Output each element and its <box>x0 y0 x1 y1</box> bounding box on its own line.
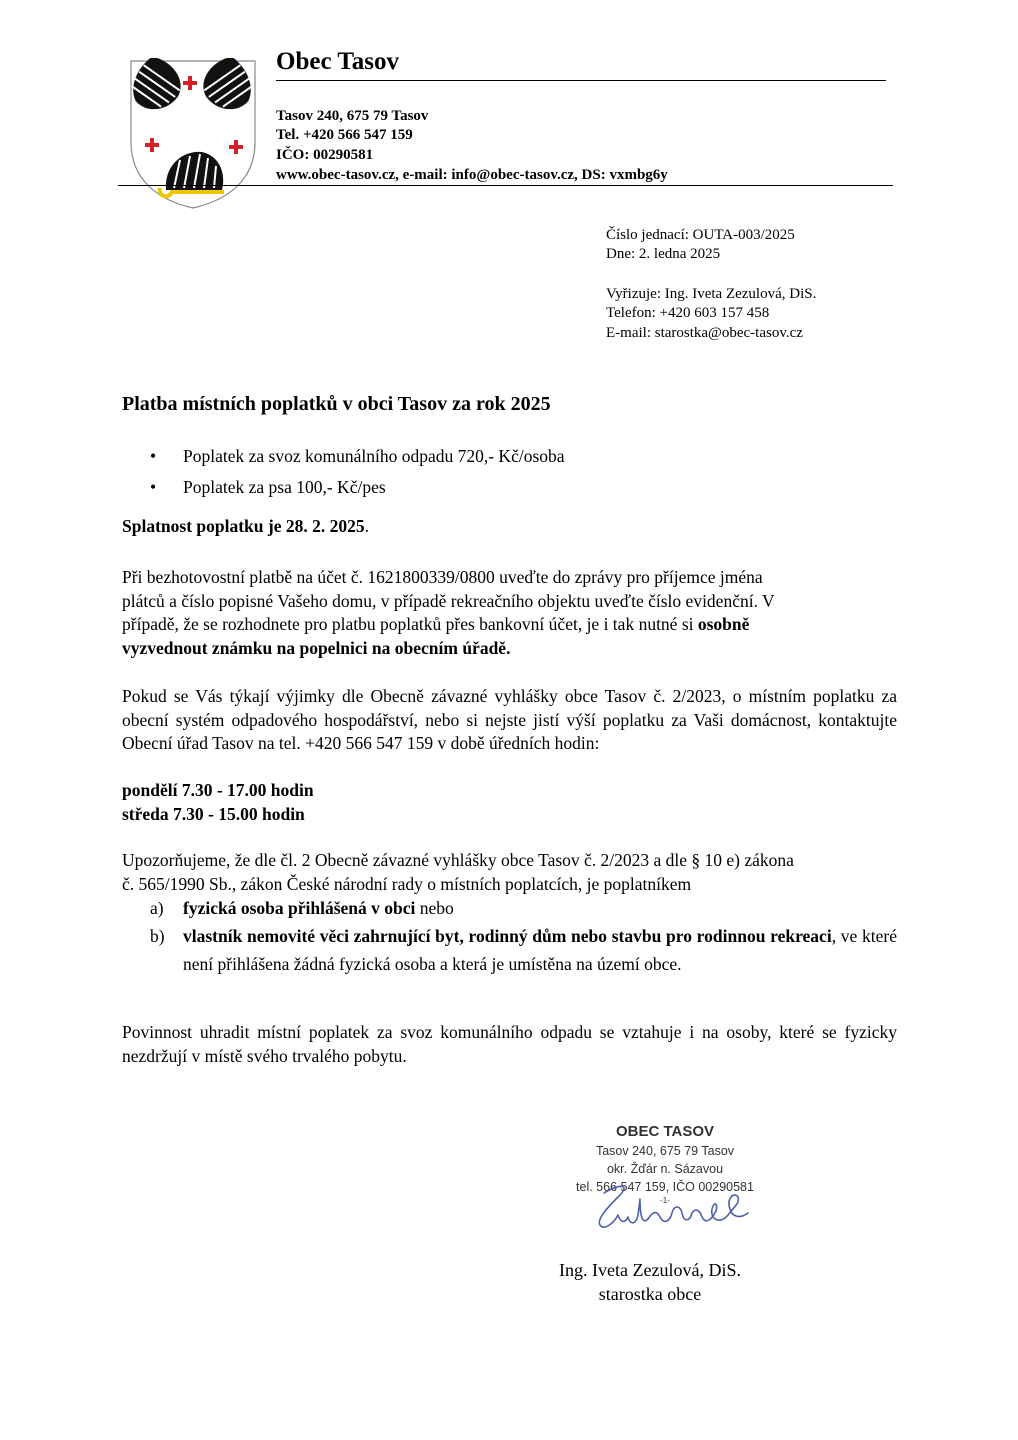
header-top-rule <box>276 80 886 81</box>
handled-by: Vyřizuje: Ing. Iveta Zezulová, DiS. <box>606 286 817 302</box>
payment-paragraph <box>122 566 897 660</box>
payer-list <box>150 896 897 978</box>
list-item <box>150 922 897 978</box>
fee-item-dog: Poplatek za psa 100,- Kč/pes <box>183 477 386 497</box>
signer-block <box>540 1258 760 1306</box>
coat-of-arms-icon <box>128 58 258 210</box>
org-phone: Tel. +420 566 547 159 <box>276 127 413 143</box>
stamp-number: -1- <box>660 1196 670 1205</box>
list-item <box>148 441 565 472</box>
stamp-org: OBEC TASOV <box>615 1123 715 1140</box>
stamp-district: okr. Žďár n. Sázavou <box>606 1162 724 1176</box>
payment-line-2: plátců a číslo popisné Vašeho domu, v případě rekreačního objektu uveďte číslo evidenční. V <box>122 590 775 611</box>
payment-line-3-bold: osobně <box>697 614 750 634</box>
payer-b-bold: vlastník nemovité věci zahrnující byt, rodinný dům nebo stavbu pro rodinnou rekreaci <box>183 926 832 946</box>
obligation-paragraph: Povinnost uhradit místní poplatek za svoz komunálního odpadu se vztahuje i na osoby, které se fyzicky nezdržují v místě svého trvalého pobytu. <box>122 1022 897 1066</box>
payer-b-text: , ve které není přihlášena žádná fyzická osoba a která je umístěna na území obce. <box>183 926 897 974</box>
header-bottom-rule <box>118 185 893 186</box>
payer-a-text: nebo <box>415 898 454 918</box>
document-date: Dne: 2. ledna 2025 <box>606 246 721 262</box>
due-date-line <box>122 515 897 539</box>
stamp-contacts: tel. 566 547 159, IČO 00290581 <box>576 1180 754 1194</box>
notice-paragraph <box>122 849 897 896</box>
due-date-period: . <box>364 516 369 536</box>
fee-item-waste: Poplatek za svoz komunálního odpadu 720,- Kč/osoba <box>183 446 565 466</box>
list-item <box>148 472 565 503</box>
reference-number: Číslo jednací: OUTA-003/2025 <box>606 227 795 243</box>
bullet-marker: • <box>150 477 157 497</box>
org-ico: IČO: 00290581 <box>276 147 374 163</box>
contact-telephone: Telefon: +420 603 157 458 <box>606 305 770 321</box>
stamp-address: Tasov 240, 675 79 Tasov <box>595 1144 735 1158</box>
due-date-text: Splatnost poplatku je 28. 2. 2025 <box>122 516 365 536</box>
payment-line-3-text: případě, že se rozhodnete pro platbu poplatků přes bankovní účet, je i tak nutné si <box>122 614 698 634</box>
bullet-marker: • <box>150 446 157 466</box>
org-web-contacts: www.obec-tasov.cz, e-mail: info@obec-tasov.cz, DS: vxmbg6y <box>276 167 668 183</box>
contact-email: E-mail: starostka@obec-tasov.cz <box>606 325 803 341</box>
list-item <box>150 896 897 921</box>
fee-list <box>148 441 565 503</box>
office-hours-wednesday: středa 7.30 - 15.00 hodin <box>122 803 305 824</box>
notice-line-1: Upozorňujeme, že dle čl. 2 Obecně závazné vyhlášky obce Tasov č. 2/2023 a dle § 10 e) zákona <box>122 850 794 870</box>
payment-line-1: Při bezhotovostní platbě na účet č. 1621800339/0800 uveďte do zprávy pro příjemce jména <box>122 567 763 587</box>
payment-line-3 <box>122 613 897 637</box>
exemption-paragraph: Pokud se Vás týkají výjimky dle Obecně závazné vyhlášky obce Tasov č. 2/2023, o místním poplatku za obecní systém odpadového hospodářství, nebo si nejste jistí výší poplatku za Vaši domácnost, kontaktujte Obecní úřad Tasov na tel. +420 566 547 159 v době úředních hodin: <box>122 686 897 753</box>
org-address: Tasov 240, 675 79 Tasov <box>276 108 429 124</box>
payment-line-4: vyzvednout známku na popelnici na obecním úřadě. <box>122 637 511 658</box>
office-hours-monday: pondělí 7.30 - 17.00 hodin <box>122 780 314 800</box>
signer-name: Ing. Iveta Zezulová, DiS. <box>559 1260 741 1280</box>
payer-a-bold: fyzická osoba přihlášená v obci <box>183 898 416 918</box>
signer-role: starostka obce <box>598 1284 702 1304</box>
handwritten-signature <box>590 1175 760 1245</box>
item-marker: a) <box>150 898 164 918</box>
org-name: Obec Tasov <box>276 48 399 75</box>
item-marker: b) <box>150 926 165 946</box>
notice-line-2: č. 565/1990 Sb., zákon České národní rady o místních poplatcích, je poplatníkem <box>122 873 692 894</box>
document-title: Platba místních poplatků v obci Tasov za rok 2025 <box>122 393 551 415</box>
office-hours <box>122 779 897 826</box>
